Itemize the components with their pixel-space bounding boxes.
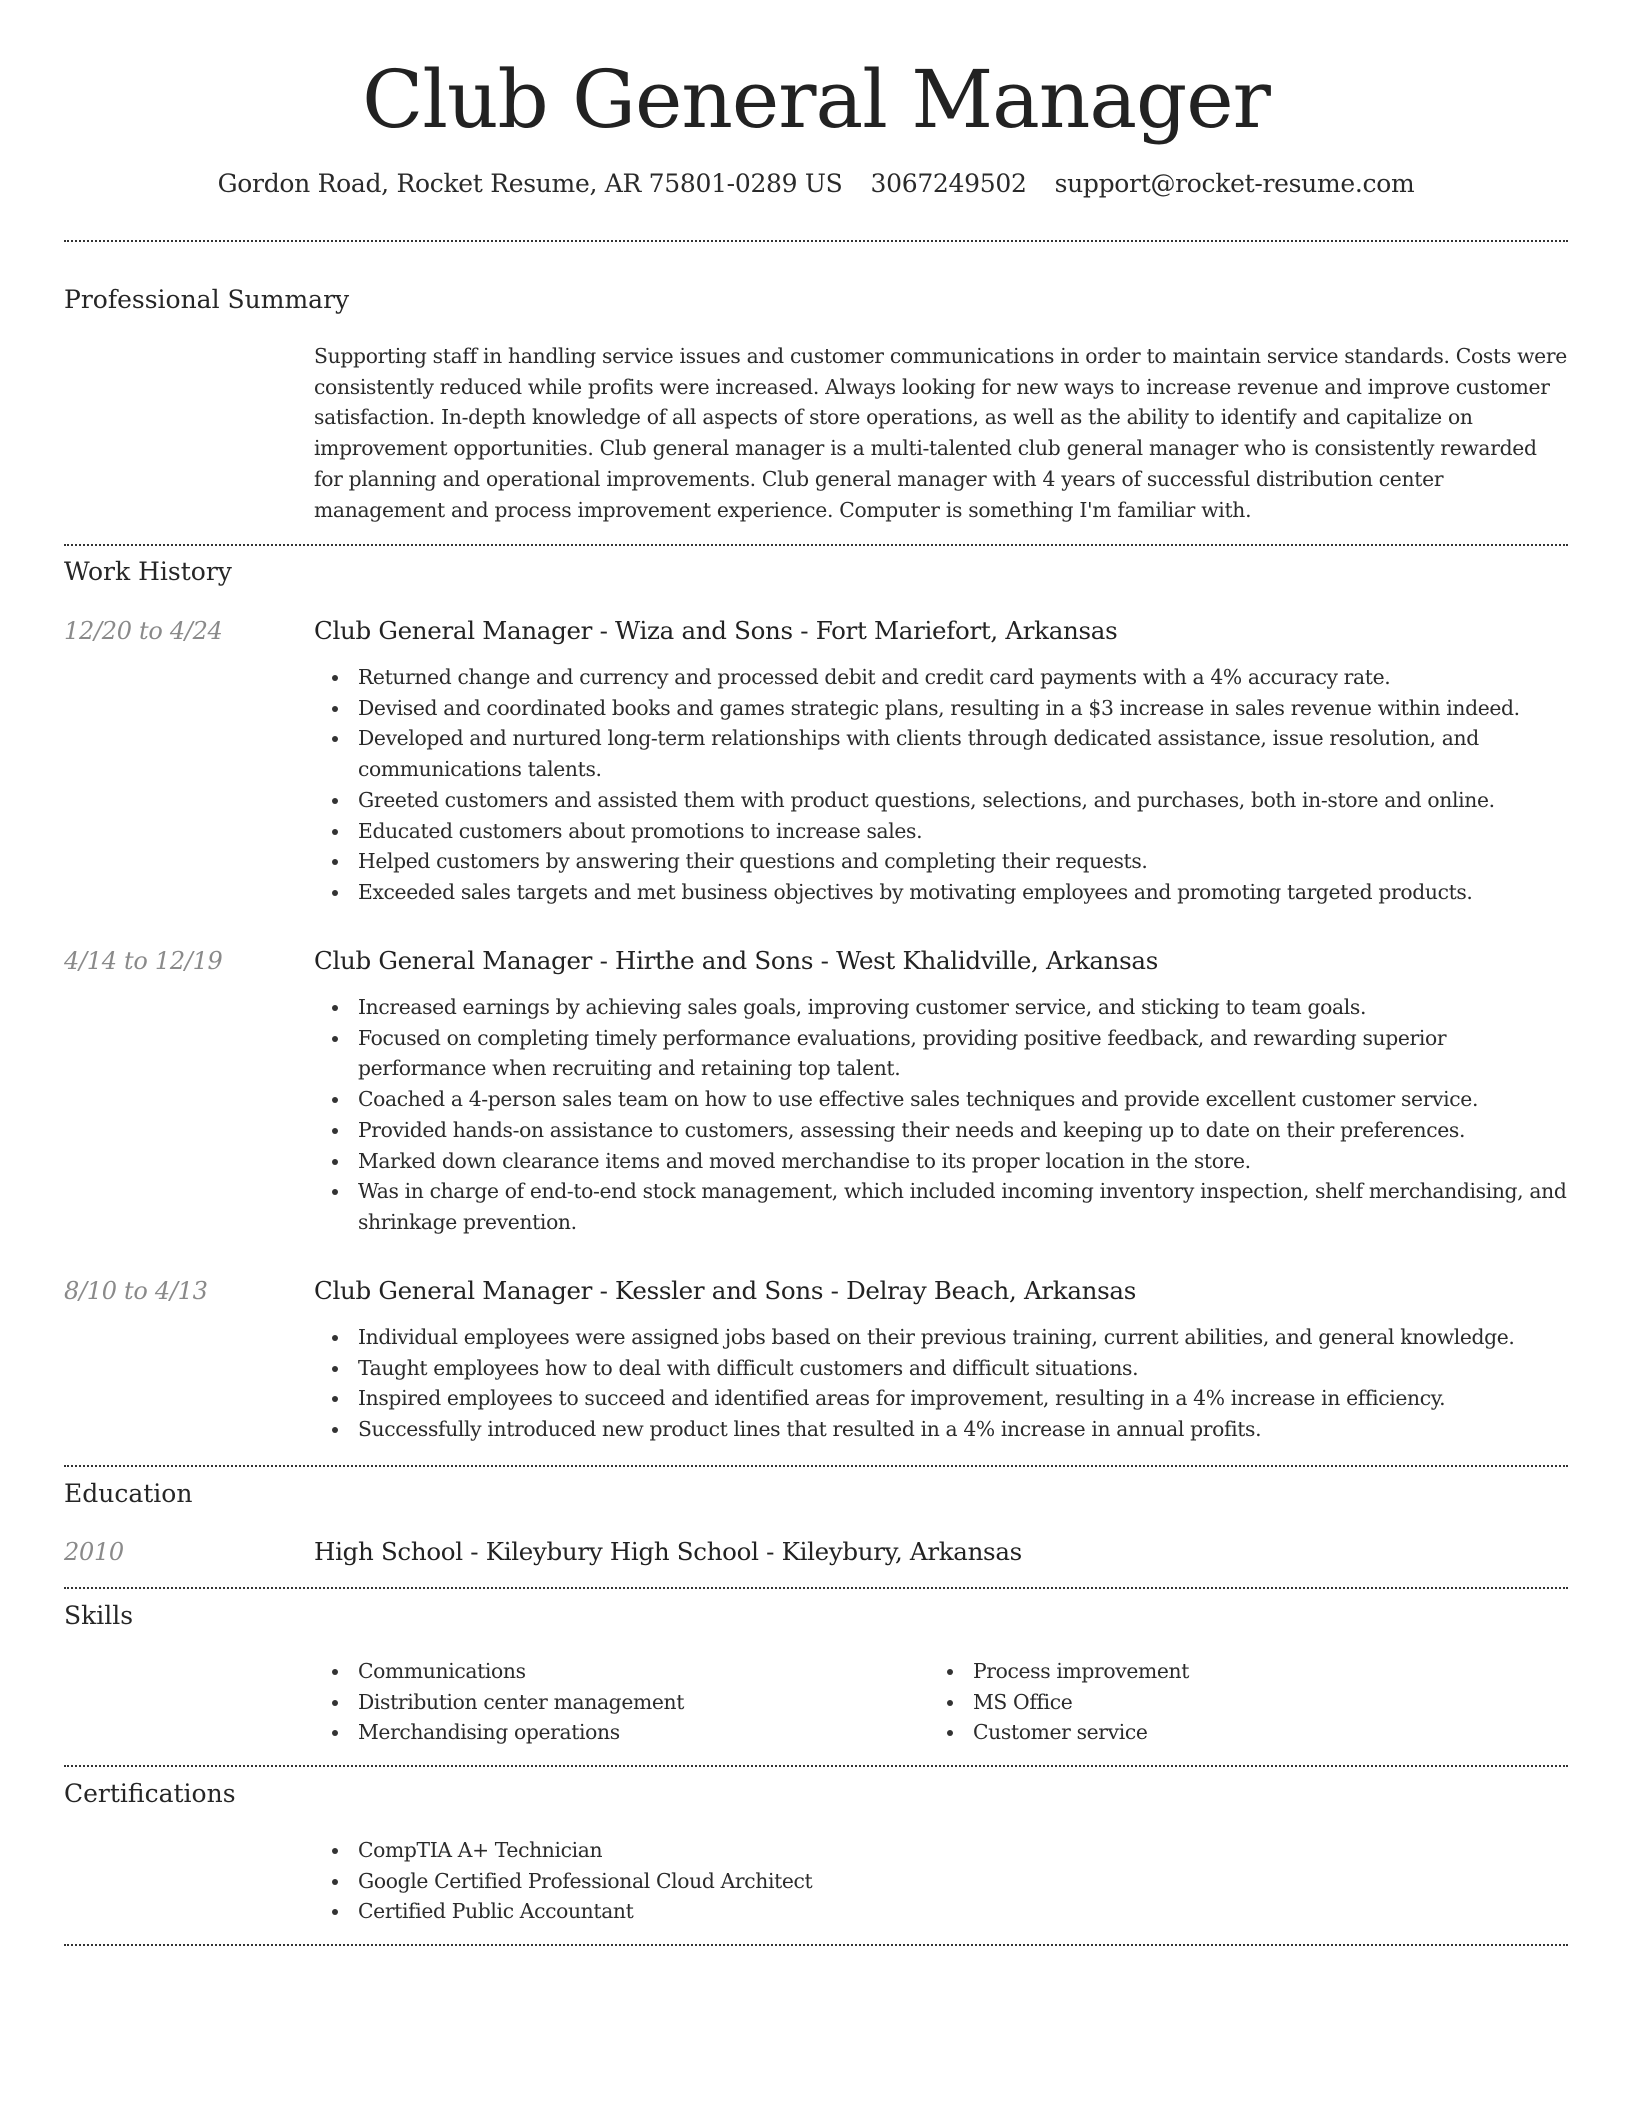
list-item: Marked down clearance items and moved merchandise to its proper location in the store. (314, 1146, 1570, 1177)
summary-text: Supporting staff in handling service issues and customer communications in order to maintain service standards. Costs were consistently reduced while profits were increased. Always looking for new ways to increase revenue and improve customer satisfaction. In-depth knowledge of all aspects of store operations, as well as the ability to identify and capitalize on improvement opportunities. Club general manager is a multi-talented club general manager who is consistently rewarded for planning and operational improvements. Club general manager with 4 years of successful distribution center management and process improvement experience. Computer is something I'm familiar with. (314, 344, 1567, 522)
section-title-education: Education (64, 1479, 193, 1508)
job-bullets (314, 992, 1570, 1238)
list-item: Exceeded sales targets and met business objectives by motivating employees and promoting targeted products. (314, 877, 1570, 908)
list-item: Google Certified Professional Cloud Architect (314, 1866, 1570, 1897)
list-item: Provided hands-on assistance to customers, assessing their needs and keeping up to date on their preferences. (314, 1115, 1570, 1146)
resume-header (64, 52, 1568, 202)
contact-email: support@rocket-resume.com (1054, 169, 1415, 198)
list-item: Returned change and currency and processed debit and credit card payments with a 4% accuracy rate. (314, 662, 1570, 693)
section-title-skills: Skills (64, 1601, 134, 1630)
list-item: Coached a 4-person sales team on how to use effective sales techniques and provide excellent customer service. (314, 1084, 1570, 1115)
summary-section (314, 341, 1570, 525)
list-item: CompTIA A+ Technician (314, 1835, 1570, 1866)
skills-list-left (314, 1656, 929, 1748)
list-item: Certified Public Accountant (314, 1896, 1570, 1927)
divider (64, 1587, 1568, 1589)
skills-section (314, 1656, 1570, 1748)
education-entry (314, 1535, 1570, 1569)
contact-address: Gordon Road, Rocket Resume, AR 75801-0289 US (217, 169, 843, 198)
job-entry (314, 1274, 1570, 1445)
job-heading: Club General Manager - Wiza and Sons - Fort Mariefort, Arkansas (314, 616, 1118, 645)
skills-grid (314, 1656, 1570, 1748)
list-item: Distribution center management (314, 1687, 929, 1718)
job-bullets (314, 662, 1570, 908)
certifications-section (314, 1835, 1570, 1927)
contact-line (64, 166, 1568, 202)
job-entry (314, 614, 1570, 908)
list-item: Individual employees were assigned jobs based on their previous training, current abilities, and general knowledge. (314, 1322, 1570, 1353)
list-item: Merchandising operations (314, 1717, 929, 1748)
job-dates: 12/20 to 4/24 (64, 617, 223, 645)
job-heading: Club General Manager - Hirthe and Sons - West Khalidville, Arkansas (314, 946, 1159, 975)
divider (64, 544, 1568, 546)
list-item: Increased earnings by achieving sales goals, improving customer service, and sticking to team goals. (314, 992, 1570, 1023)
education-heading: High School - Kileybury High School - Kileybury, Arkansas (314, 1537, 1022, 1566)
list-item: Greeted customers and assisted them with product questions, selections, and purchases, both in-store and online. (314, 785, 1570, 816)
list-item: Helped customers by answering their questions and completing their requests. (314, 846, 1570, 877)
list-item: Process improvement (929, 1656, 1544, 1687)
job-dates: 4/14 to 12/19 (64, 947, 223, 975)
divider (64, 1944, 1568, 1946)
list-item: Educated customers about promotions to increase sales. (314, 816, 1570, 847)
job-entry (314, 944, 1570, 1238)
skills-list-right (929, 1656, 1544, 1748)
list-item: Focused on completing timely performance evaluations, providing positive feedback, and rewarding superior performance when recruiting and retaining top talent. (314, 1023, 1570, 1084)
list-item: Customer service (929, 1717, 1544, 1748)
list-item: Inspired employees to succeed and identified areas for improvement, resulting in a 4% increase in efficiency. (314, 1383, 1570, 1414)
education-year: 2010 (64, 1538, 124, 1566)
list-item: Was in charge of end-to-end stock management, which included incoming inventory inspection, shelf merchandising, and shrinkage prevention. (314, 1176, 1570, 1237)
section-title-work: Work History (64, 557, 232, 586)
list-item: Devised and coordinated books and games strategic plans, resulting in a $3 increase in sales revenue within indeed. (314, 693, 1570, 724)
section-title-summary: Professional Summary (64, 285, 350, 314)
certifications-list (314, 1835, 1570, 1927)
list-item: Taught employees how to deal with difficult customers and difficult situations. (314, 1353, 1570, 1384)
list-item: MS Office (929, 1687, 1544, 1718)
divider (64, 240, 1568, 242)
candidate-name: Club General Manager (362, 53, 1270, 146)
list-item: Communications (314, 1656, 929, 1687)
divider (64, 1465, 1568, 1467)
section-title-certifications: Certifications (64, 1779, 236, 1808)
list-item: Developed and nurtured long-term relationships with clients through dedicated assistance, issue resolution, and communications talents. (314, 723, 1570, 784)
job-bullets (314, 1322, 1570, 1445)
job-dates: 8/10 to 4/13 (64, 1277, 208, 1305)
job-heading: Club General Manager - Kessler and Sons - Delray Beach, Arkansas (314, 1276, 1136, 1305)
list-item: Successfully introduced new product lines that resulted in a 4% increase in annual profits. (314, 1414, 1570, 1445)
contact-phone: 3067249502 (870, 169, 1027, 198)
divider (64, 1765, 1568, 1767)
